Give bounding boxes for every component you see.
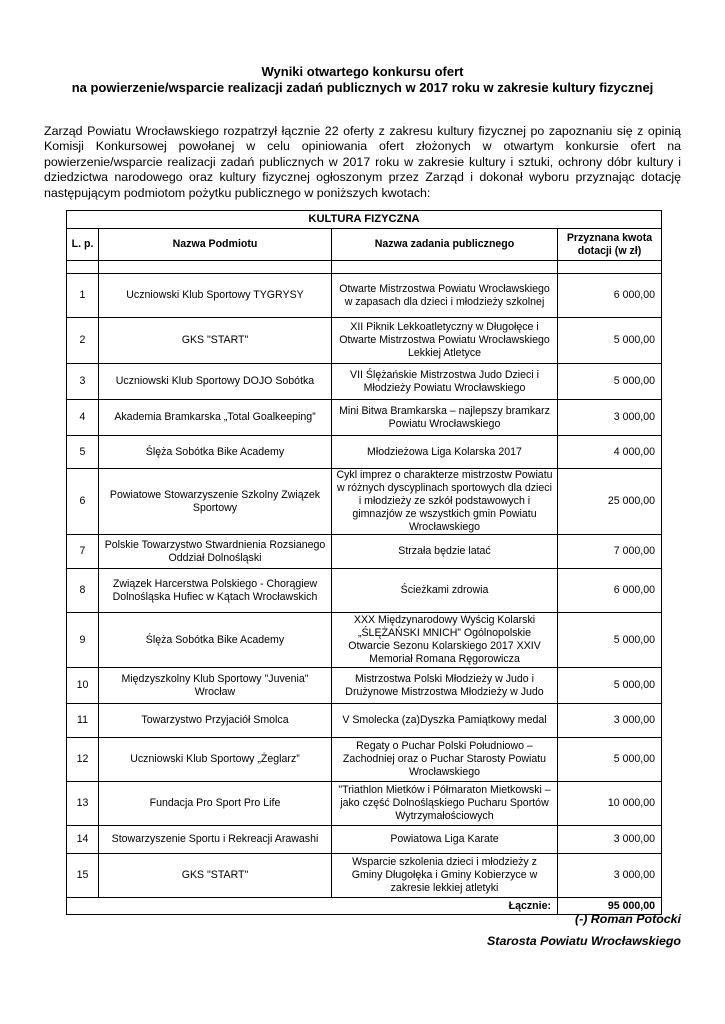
table-row [67, 535, 662, 569]
row-entity: GKS "START" [99, 854, 332, 898]
table-row [67, 668, 662, 704]
row-entity: Ślęża Sobótka Bike Academy [99, 436, 332, 469]
row-task: Otwarte Mistrzostwa Powiatu Wrocławskiego w zapasach dla dzieci i młodzieży szkolnej [332, 274, 558, 318]
row-entity: Powiatowe Stowarzyszenie Szkolny Związek Sportowy [99, 469, 332, 535]
table-row [67, 854, 662, 898]
table-row [67, 364, 662, 400]
row-lp: 14 [67, 826, 99, 854]
row-amount: 4 000,00 [558, 436, 662, 469]
grants-table [66, 210, 662, 915]
row-entity: Międzyszkolny Klub Sportowy "Juvenia" Wrocław [99, 668, 332, 704]
row-lp: 5 [67, 436, 99, 469]
row-task: V Smolecka (za)Dyszka Pamiątkowy medal [332, 704, 558, 738]
row-amount: 3 000,00 [558, 400, 662, 436]
row-entity: Związek Harcerstwa Polskiego - Chorągiew Dolnośląska Hufiec w Kątach Wrocławskich [99, 569, 332, 613]
table-body [67, 274, 662, 898]
row-lp: 15 [67, 854, 99, 898]
row-entity: Uczniowski Klub Sportowy DOJO Sobótka [99, 364, 332, 400]
row-task: VII Ślężańskie Mistrzostwa Judo Dzieci i Młodzieży Powiatu Wrocławskiego [332, 364, 558, 400]
document-subtitle: na powierzenie/wsparcie realizacji zadań publicznych w 2017 roku w zakresie kultury fizycznej [71, 80, 654, 95]
total-row [67, 898, 662, 915]
row-lp: 3 [67, 364, 99, 400]
row-amount: 3 000,00 [558, 854, 662, 898]
row-entity: Akademia Bramkarska „Total Goalkeeping” [99, 400, 332, 436]
row-entity: Towarzystwo Przyjaciół Smolca [99, 704, 332, 738]
row-task: Wsparcie szkolenia dzieci i młodzieży z Gminy Długołęka i Gminy Kobierzyce w zakresie lekkiej atletyki [332, 854, 558, 898]
row-task: Mini Bitwa Bramkarska – najlepszy bramkarz Powiatu Wrocławskiego [332, 400, 558, 436]
row-lp: 2 [67, 318, 99, 364]
row-amount: 3 000,00 [558, 704, 662, 738]
row-entity: Uczniowski Klub Sportowy „Żeglarz” [99, 738, 332, 782]
table-row [67, 569, 662, 613]
table-row [67, 613, 662, 668]
signature-title: Starosta Powiatu Wrocławskiego [487, 934, 681, 948]
spacer-row [67, 261, 662, 274]
row-amount: 6 000,00 [558, 274, 662, 318]
row-lp: 7 [67, 535, 99, 569]
row-task: Młodzieżowa Liga Kolarska 2017 [332, 436, 558, 469]
row-amount: 7 000,00 [558, 535, 662, 569]
row-entity: GKS "START" [99, 318, 332, 364]
table-row [67, 826, 662, 854]
table-row [67, 318, 662, 364]
intro-paragraph: Zarząd Powiatu Wrocławskiego rozpatrzył łącznie 22 oferty z zakresu kultury fizycznej po zapoznaniu się z opinią Komisji Konkursowej powołanej w celu opiniowania ofert złożonych w otwartym konkursie ofert na powierzenie/wsparcie realizacji zadań publicznych w 2017 roku w zakresie kultury i sztuki, ochrony dóbr kultury i dziedzictwa narodowego oraz kultury fizycznej ogłoszonym przez Zarząd i dokonał wyboru przyznając dotację następującym podmiotom pożytku publicznego w poniższych kwotach: [44, 124, 681, 200]
header-lp: L. p. [67, 229, 99, 261]
row-task: Strzała będzie latać [332, 535, 558, 569]
row-amount: 10 000,00 [558, 782, 662, 826]
row-task: XXX Międzynarodowy Wyścig Kolarski „ŚLĘŻAŃSKI MNICH” Ogólnopolskie Otwarcie Sezonu Kolarskiego 2017 XXIV Memoriał Romana Ręgorowicza [332, 613, 558, 668]
row-task: Powiatowa Liga Karate [332, 826, 558, 854]
row-lp: 9 [67, 613, 99, 668]
row-lp: 12 [67, 738, 99, 782]
row-entity: Fundacja Pro Sport Pro Life [99, 782, 332, 826]
row-amount: 5 000,00 [558, 318, 662, 364]
section-title: KULTURA FIZYCZNA [67, 211, 662, 229]
header-entity: Nazwa Podmiotu [99, 229, 332, 261]
row-entity: Ślęża Sobótka Bike Academy [99, 613, 332, 668]
row-lp: 1 [67, 274, 99, 318]
row-entity: Uczniowski Klub Sportowy TYGRYSY [99, 274, 332, 318]
row-task: Cykl imprez o charakterze mistrzostw Powiatu w różnych dyscyplinach sportowych dla dzieci i młodzieży ze szkół podstawowych i gimnazjów ze wszystkich gmin Powiatu Wrocławskiego [332, 469, 558, 535]
row-lp: 11 [67, 704, 99, 738]
row-amount: 5 000,00 [558, 364, 662, 400]
row-task: "Triathlon Mietków i Półmaraton Mietkowski – jako część Dolnośląskiego Pucharu Sportów Wytrzymałościowych [332, 782, 558, 826]
row-lp: 8 [67, 569, 99, 613]
signature-name: (-) Roman Potocki [574, 912, 681, 926]
row-lp: 4 [67, 400, 99, 436]
table-row [67, 704, 662, 738]
table-row [67, 436, 662, 469]
row-amount: 6 000,00 [558, 569, 662, 613]
row-task: XII Piknik Lekkoatletyczny w Długołęce i Otwarte Mistrzostwa Powiatu Wrocławskiego Lekkiej Atletyce [332, 318, 558, 364]
table-row [67, 274, 662, 318]
row-lp: 10 [67, 668, 99, 704]
document-title: Wyniki otwartego konkursu ofert [261, 64, 464, 79]
row-lp: 13 [67, 782, 99, 826]
row-entity: Polskie Towarzystwo Stwardnienia Rozsianego Oddział Dolnośląski [99, 535, 332, 569]
row-task: Regaty o Puchar Polski Południowo – Zachodniej oraz o Puchar Starosty Powiatu Wrocławskiego [332, 738, 558, 782]
row-amount: 5 000,00 [558, 738, 662, 782]
row-entity: Stowarzyszenie Sportu i Rekreacji Arawashi [99, 826, 332, 854]
row-amount: 5 000,00 [558, 668, 662, 704]
table-row [67, 738, 662, 782]
header-amount: Przyznana kwota dotacji (w zł) [558, 229, 662, 261]
row-lp: 6 [67, 469, 99, 535]
row-amount: 5 000,00 [558, 613, 662, 668]
row-task: Ścieżkami zdrowia [332, 569, 558, 613]
total-value: 95 000,00 [558, 898, 662, 915]
row-amount: 3 000,00 [558, 826, 662, 854]
header-task: Nazwa zadania publicznego [332, 229, 558, 261]
table-row [67, 469, 662, 535]
row-amount: 25 000,00 [558, 469, 662, 535]
row-task: Mistrzostwa Polski Młodzieży w Judo i Drużynowe Mistrzostwa Młodzieży w Judo [332, 668, 558, 704]
table-row [67, 782, 662, 826]
total-label: Łącznie: [67, 898, 558, 915]
table-row [67, 400, 662, 436]
